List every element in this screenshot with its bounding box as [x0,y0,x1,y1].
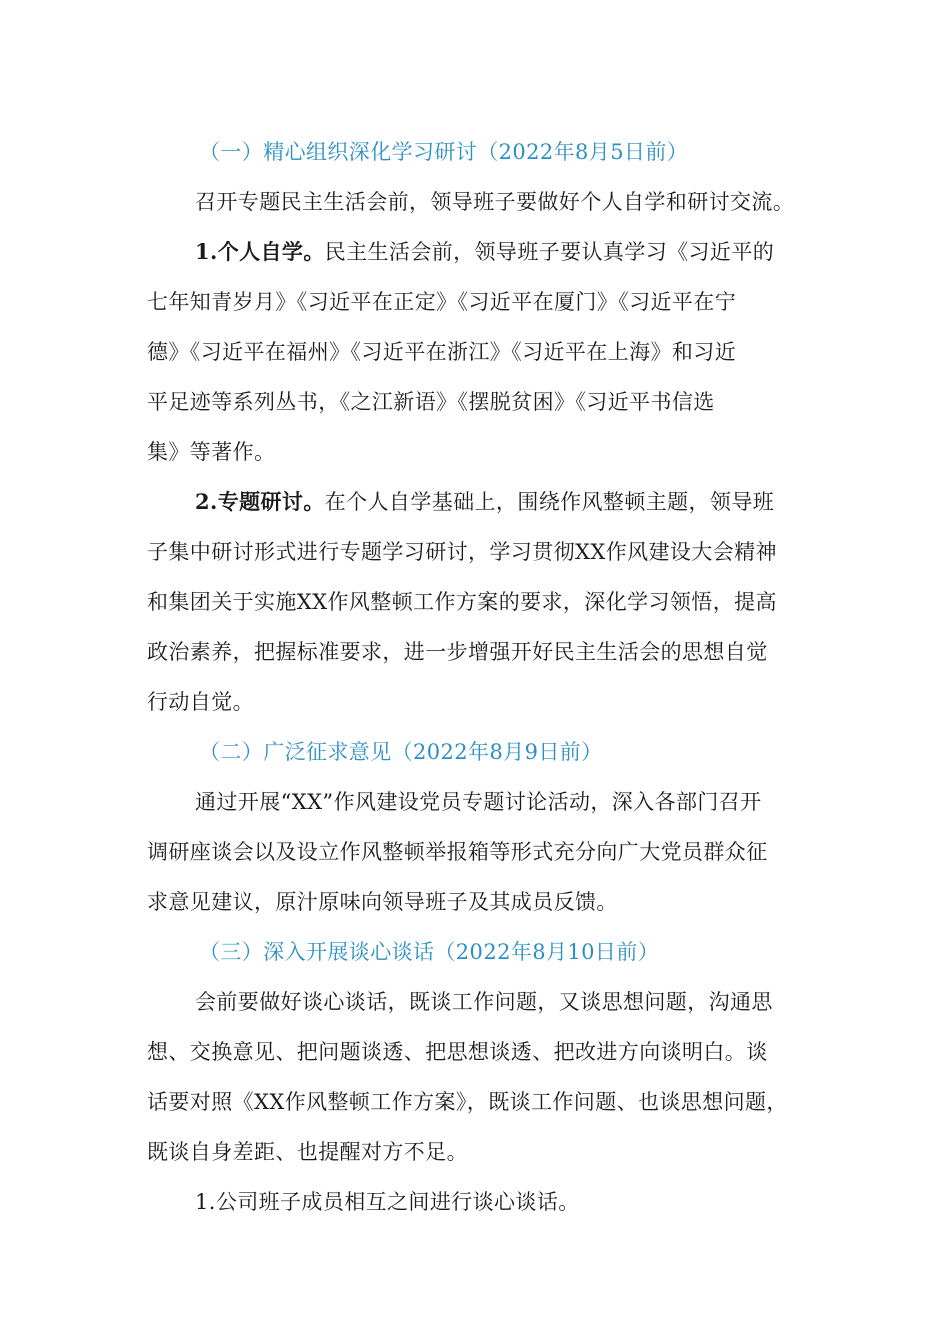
paragraph-2-line-2: 调研座谈会以及设立作风整顿举报箱等形式充分向广大党员群众征 [147,840,768,864]
item-1-line-3: 德》《习近平在福州》《习近平在浙江》《习近平在上海》和习近 [147,340,737,364]
section-heading-3: （三）深入开展谈心谈话（2022年8月10日前） [199,940,660,964]
item-1-line-4: 平足迹等系列丛书，《之江新语》《摆脱贫困》《习近平书信选 [147,390,715,414]
item-3: 1.公司班子成员相互之间进行谈心谈话。 [195,1190,580,1214]
item-2-first-line [147,477,815,527]
item-2-line-4: 政治素养，把握标准要求，进一步增强开好民主生活会的思想自觉 [147,640,768,664]
item-2-line-3: 和集团关于实施XX作风整顿工作方案的要求，深化学习领悟，提高 [147,590,777,614]
paragraph-2-line-1: 通过开展“XX”作风建设党员专题讨论活动，深入各部门召开 [195,790,762,814]
section-heading-1: （一）精心组织深化学习研讨（2022年8月5日前） [199,140,689,164]
document-body [147,127,815,1227]
paragraph-2-line-3: 求意见建议，原汁原味向领导班子及其成员反馈。 [147,890,618,914]
paragraph-intro: 召开专题民主生活会前，领导班子要做好个人自学和研讨交流。 [195,190,795,214]
item-1-line-2: 七年知青岁月》《习近平在正定》《习近平在厦门》《习近平在宁 [147,290,737,314]
paragraph-3-line-2: 想、交换意见、把问题谈透、把思想谈透、把改进方向谈明白。谈 [147,1040,768,1064]
item-2-line-2: 子集中研讨形式进行专题学习研讨，学习贯彻XX作风建设大会精神 [147,540,777,564]
paragraph-3-line-4: 既谈自身差距、也提醒对方不足。 [147,1140,468,1164]
item-1-text: 民主生活会前，领导班子要认真学习《习近平的 [324,240,775,264]
item-1-line-5: 集》等著作。 [147,440,276,464]
item-2-title: 2.专题研讨。 [195,489,325,514]
item-1-first-line [147,227,815,277]
paragraph-3-line-1: 会前要做好谈心谈话，既谈工作问题，又谈思想问题，沟通思 [195,990,773,1014]
item-2-line-5: 行动自觉。 [147,690,254,714]
section-heading-2: （二）广泛征求意见（2022年8月9日前） [199,740,603,764]
paragraph-3-line-3: 话要对照《XX作风整顿工作方案》，既谈工作问题、也谈思想问题， [147,1090,788,1114]
item-2-text: 在个人自学基础上，围绕作风整顿主题，领导班 [324,490,775,514]
item-1-title: 1.个人自学。 [195,239,325,264]
